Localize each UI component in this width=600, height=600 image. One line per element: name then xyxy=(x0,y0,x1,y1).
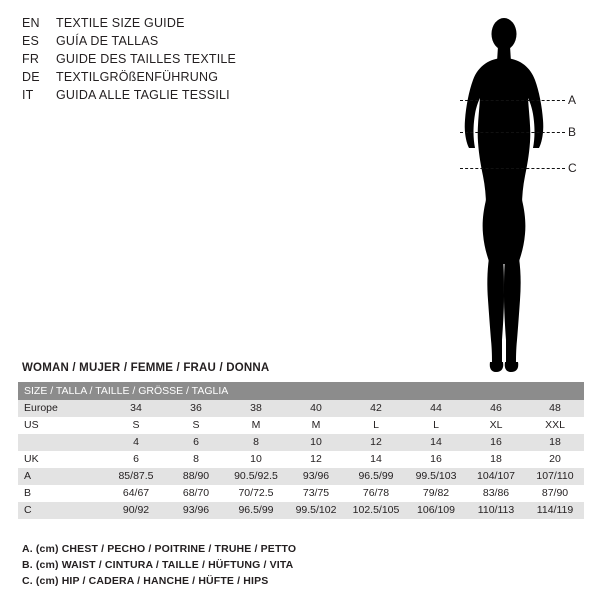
language-code-es: ES xyxy=(22,34,40,48)
cell: 18 xyxy=(526,434,584,451)
row-label-us-numeric xyxy=(18,434,106,451)
cell: 4 xyxy=(106,434,166,451)
measure-label-c: C xyxy=(568,161,577,175)
table-row xyxy=(18,485,584,502)
cell: 107/110 xyxy=(526,468,584,485)
cell: 8 xyxy=(226,434,286,451)
footnote-a: A. (cm) CHEST / PECHO / POITRINE / TRUHE / PETTO xyxy=(22,543,297,555)
cell: 8 xyxy=(166,451,226,468)
silhouette-icon xyxy=(420,10,590,380)
language-code-fr: FR xyxy=(22,52,40,66)
row-label-uk: UK xyxy=(18,451,106,468)
cell: 46 xyxy=(466,400,526,417)
title-row-en xyxy=(22,14,422,32)
cell: 106/109 xyxy=(406,502,466,519)
cell: 6 xyxy=(166,434,226,451)
table-row xyxy=(18,451,584,468)
cell: 88/90 xyxy=(166,468,226,485)
table-row xyxy=(18,434,584,451)
table-header-row xyxy=(18,382,584,400)
row-label-a: A xyxy=(18,468,106,485)
cell: 12 xyxy=(286,451,346,468)
cell: 40 xyxy=(286,400,346,417)
cell: L xyxy=(346,417,406,434)
cell: 99.5/103 xyxy=(406,468,466,485)
title-text-de: TEXTILGRÖßENFÜHRUNG xyxy=(56,70,219,84)
cell: 68/70 xyxy=(166,485,226,502)
cell: 83/86 xyxy=(466,485,526,502)
title-text-fr: GUIDE DES TAILLES TEXTILE xyxy=(56,52,237,66)
cell: 76/78 xyxy=(346,485,406,502)
cell: 10 xyxy=(226,451,286,468)
cell: 99.5/102 xyxy=(286,502,346,519)
cell: 90.5/92.5 xyxy=(226,468,286,485)
cell: 6 xyxy=(106,451,166,468)
cell: 93/96 xyxy=(166,502,226,519)
language-code-it: IT xyxy=(22,88,34,102)
cell: 104/107 xyxy=(466,468,526,485)
cell: 70/72.5 xyxy=(226,485,286,502)
cell: 10 xyxy=(286,434,346,451)
cell: M xyxy=(286,417,346,434)
title-row-it xyxy=(22,86,422,104)
cell: 93/96 xyxy=(286,468,346,485)
cell: XXL xyxy=(526,417,584,434)
cell: 38 xyxy=(226,400,286,417)
cell: 42 xyxy=(346,400,406,417)
title-text-es: GUÍA DE TALLAS xyxy=(56,34,159,48)
cell: 36 xyxy=(166,400,226,417)
title-row-fr xyxy=(22,50,422,68)
cell: M xyxy=(226,417,286,434)
row-label-europe: Europe xyxy=(18,400,106,417)
cell: 73/75 xyxy=(286,485,346,502)
cell: 20 xyxy=(526,451,584,468)
title-text-it: GUIDA ALLE TAGLIE TESSILI xyxy=(56,88,230,102)
title-row-es xyxy=(22,32,422,50)
language-code-en: EN xyxy=(22,16,40,30)
cell: 90/92 xyxy=(106,502,166,519)
cell: 16 xyxy=(406,451,466,468)
cell: 12 xyxy=(346,434,406,451)
cell: 34 xyxy=(106,400,166,417)
row-label-us: US xyxy=(18,417,106,434)
row-label-b: B xyxy=(18,485,106,502)
cell: S xyxy=(106,417,166,434)
cell: 114/119 xyxy=(526,502,584,519)
size-table xyxy=(18,382,584,519)
measure-label-b: B xyxy=(568,125,577,139)
table-row xyxy=(18,502,584,519)
cell: 44 xyxy=(406,400,466,417)
section-label-woman: WOMAN / MUJER / FEMME / FRAU / DONNA xyxy=(22,362,270,374)
cell: 48 xyxy=(526,400,584,417)
table-row xyxy=(18,468,584,485)
cell: L xyxy=(406,417,466,434)
footnote-c: C. (cm) HIP / CADERA / HANCHE / HÜFTE / HIPS xyxy=(22,575,269,587)
measure-line-a xyxy=(460,100,565,101)
footnote-b: B. (cm) WAIST / CINTURA / TAILLE / HÜFTUNG / VITA xyxy=(22,559,294,571)
cell: 96.5/99 xyxy=(346,468,406,485)
cell: S xyxy=(166,417,226,434)
cell: 85/87.5 xyxy=(106,468,166,485)
measure-line-b xyxy=(460,132,565,133)
title-text-en: TEXTILE SIZE GUIDE xyxy=(56,16,185,30)
cell: 79/82 xyxy=(406,485,466,502)
table-header-label: SIZE / TALLA / TAILLE / GRÖSSE / TAGLIA xyxy=(18,382,584,400)
title-row-de xyxy=(22,68,422,86)
measurement-footnotes xyxy=(22,541,542,589)
cell: 14 xyxy=(406,434,466,451)
row-label-c: C xyxy=(18,502,106,519)
table-row xyxy=(18,400,584,417)
measure-label-a: A xyxy=(568,93,577,107)
cell: 110/113 xyxy=(466,502,526,519)
cell: 18 xyxy=(466,451,526,468)
language-titles xyxy=(22,14,422,104)
cell: 102.5/105 xyxy=(346,502,406,519)
language-code-de: DE xyxy=(22,70,40,84)
cell: 64/67 xyxy=(106,485,166,502)
cell: 96.5/99 xyxy=(226,502,286,519)
measure-line-c xyxy=(460,168,565,169)
cell: 87/90 xyxy=(526,485,584,502)
table-row xyxy=(18,417,584,434)
cell: XL xyxy=(466,417,526,434)
cell: 16 xyxy=(466,434,526,451)
female-silhouette-figure xyxy=(420,10,590,380)
cell: 14 xyxy=(346,451,406,468)
